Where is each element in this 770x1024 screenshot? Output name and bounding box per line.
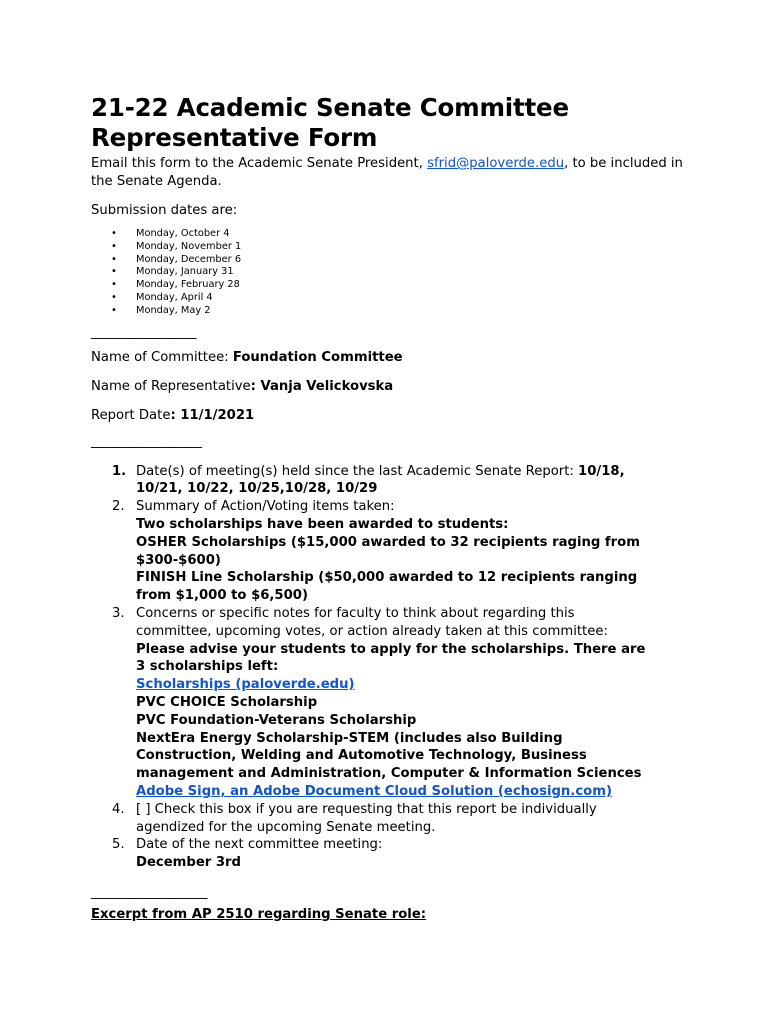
committee-label: Name of Committee: [91, 349, 233, 365]
item-agendize [112, 801, 690, 837]
item-meetings-value-1: 10/18, [578, 463, 625, 479]
submission-heading: Submission dates are: [91, 203, 238, 218]
item-meetings [112, 463, 690, 499]
item-concerns-text: Concerns or specific notes for faculty to think about regarding this [136, 605, 575, 621]
committee-field [91, 349, 690, 367]
item-summary-line: Two scholarships have been awarded to students: [136, 516, 509, 532]
report-items-list [91, 463, 690, 872]
representative-label: Name of Representative [91, 378, 251, 394]
report-date-label: Report Date [91, 407, 171, 423]
date-item: • Monday, April 4 [111, 292, 690, 305]
scholarship-name: NextEra Energy Scholarship-STEM (includes also Building [136, 730, 563, 746]
item-concerns-note: Please advise your students to apply for the scholarships. There are [136, 641, 646, 657]
item-number: 1. [112, 463, 127, 479]
form-title [91, 93, 690, 153]
scholarship-detail: Construction, Welding and Automotive Technology, Business [136, 748, 587, 764]
intro-paragraph [91, 155, 690, 191]
divider-rule-2: ____________________ [91, 433, 201, 449]
date-item: • Monday, January 31 [111, 266, 690, 279]
item-next-meeting [112, 836, 690, 872]
item-summary [112, 498, 690, 605]
report-date-field [91, 407, 690, 425]
next-meeting-value: December 3rd [136, 855, 241, 871]
agendize-text: agendized for the upcoming Senate meeting. [136, 819, 436, 835]
item-meetings-value-2: 10/21, 10/22, 10/25,10/28, 10/29 [136, 481, 378, 497]
item-concerns [112, 605, 690, 801]
scholarships-link[interactable]: Scholarships (paloverde.edu) [136, 677, 355, 693]
item-summary-line: $300-$600) [136, 552, 221, 568]
president-email-link[interactable]: sfrid@paloverde.edu [427, 156, 565, 171]
scholarship-detail: management and Administration, Computer & Information Sciences [136, 766, 642, 782]
divider-rule-1: ___________________ [91, 324, 196, 340]
date-item: • Monday, May 2 [111, 305, 690, 318]
intro-text-after: , to be included in the Senate Agenda. [91, 156, 683, 189]
title-line-2: Representative Form [91, 123, 378, 152]
report-date-value: : 11/1/2021 [170, 407, 255, 423]
item-concerns-note: 3 scholarships left: [136, 659, 279, 675]
date-item: • Monday, February 28 [111, 279, 690, 292]
item-number: 2. [112, 499, 125, 515]
excerpt-heading: Excerpt from AP 2510 regarding Senate role: [91, 906, 427, 922]
date-item: • Monday, December 6 [111, 254, 690, 267]
item-summary-text: Summary of Action/Voting items taken: [136, 499, 395, 515]
committee-value: Foundation Committee [232, 349, 403, 365]
item-summary-line: from $1,000 to $6,500) [136, 588, 308, 604]
agendize-checkbox-text[interactable]: [ ] Check this box if you are requesting that this report be individually [136, 801, 597, 817]
representative-value: : Vanja Velickovska [250, 378, 394, 394]
representative-field [91, 378, 690, 396]
next-meeting-text: Date of the next committee meeting: [136, 837, 383, 853]
submission-dates-list [91, 228, 690, 318]
scholarship-name: PVC Foundation-Veterans Scholarship [136, 712, 417, 728]
item-concerns-text: committee, upcoming votes, or action already taken at this committee: [136, 623, 608, 639]
date-item: • Monday, November 1 [111, 241, 690, 254]
divider-rule-3: _____________________ [91, 884, 207, 900]
item-summary-line: OSHER Scholarships ($15,000 awarded to 32 recipients raging from [136, 534, 640, 550]
item-meetings-text: Date(s) of meeting(s) held since the last Academic Senate Report: [136, 463, 579, 479]
item-summary-line: FINISH Line Scholarship ($50,000 awarded to 12 recipients ranging [136, 570, 638, 586]
item-number: 4. [112, 801, 125, 817]
title-line-1: 21-22 Academic Senate Committee [91, 93, 569, 122]
adobe-sign-link[interactable]: Adobe Sign, an Adobe Document Cloud Solution (echosign.com) [136, 783, 612, 799]
scholarship-name: PVC CHOICE Scholarship [136, 694, 318, 710]
date-item: • Monday, October 4 [111, 228, 690, 241]
item-number: 3. [112, 605, 125, 621]
item-number: 5. [112, 837, 125, 853]
intro-text-before: Email this form to the Academic Senate President, [91, 156, 428, 171]
